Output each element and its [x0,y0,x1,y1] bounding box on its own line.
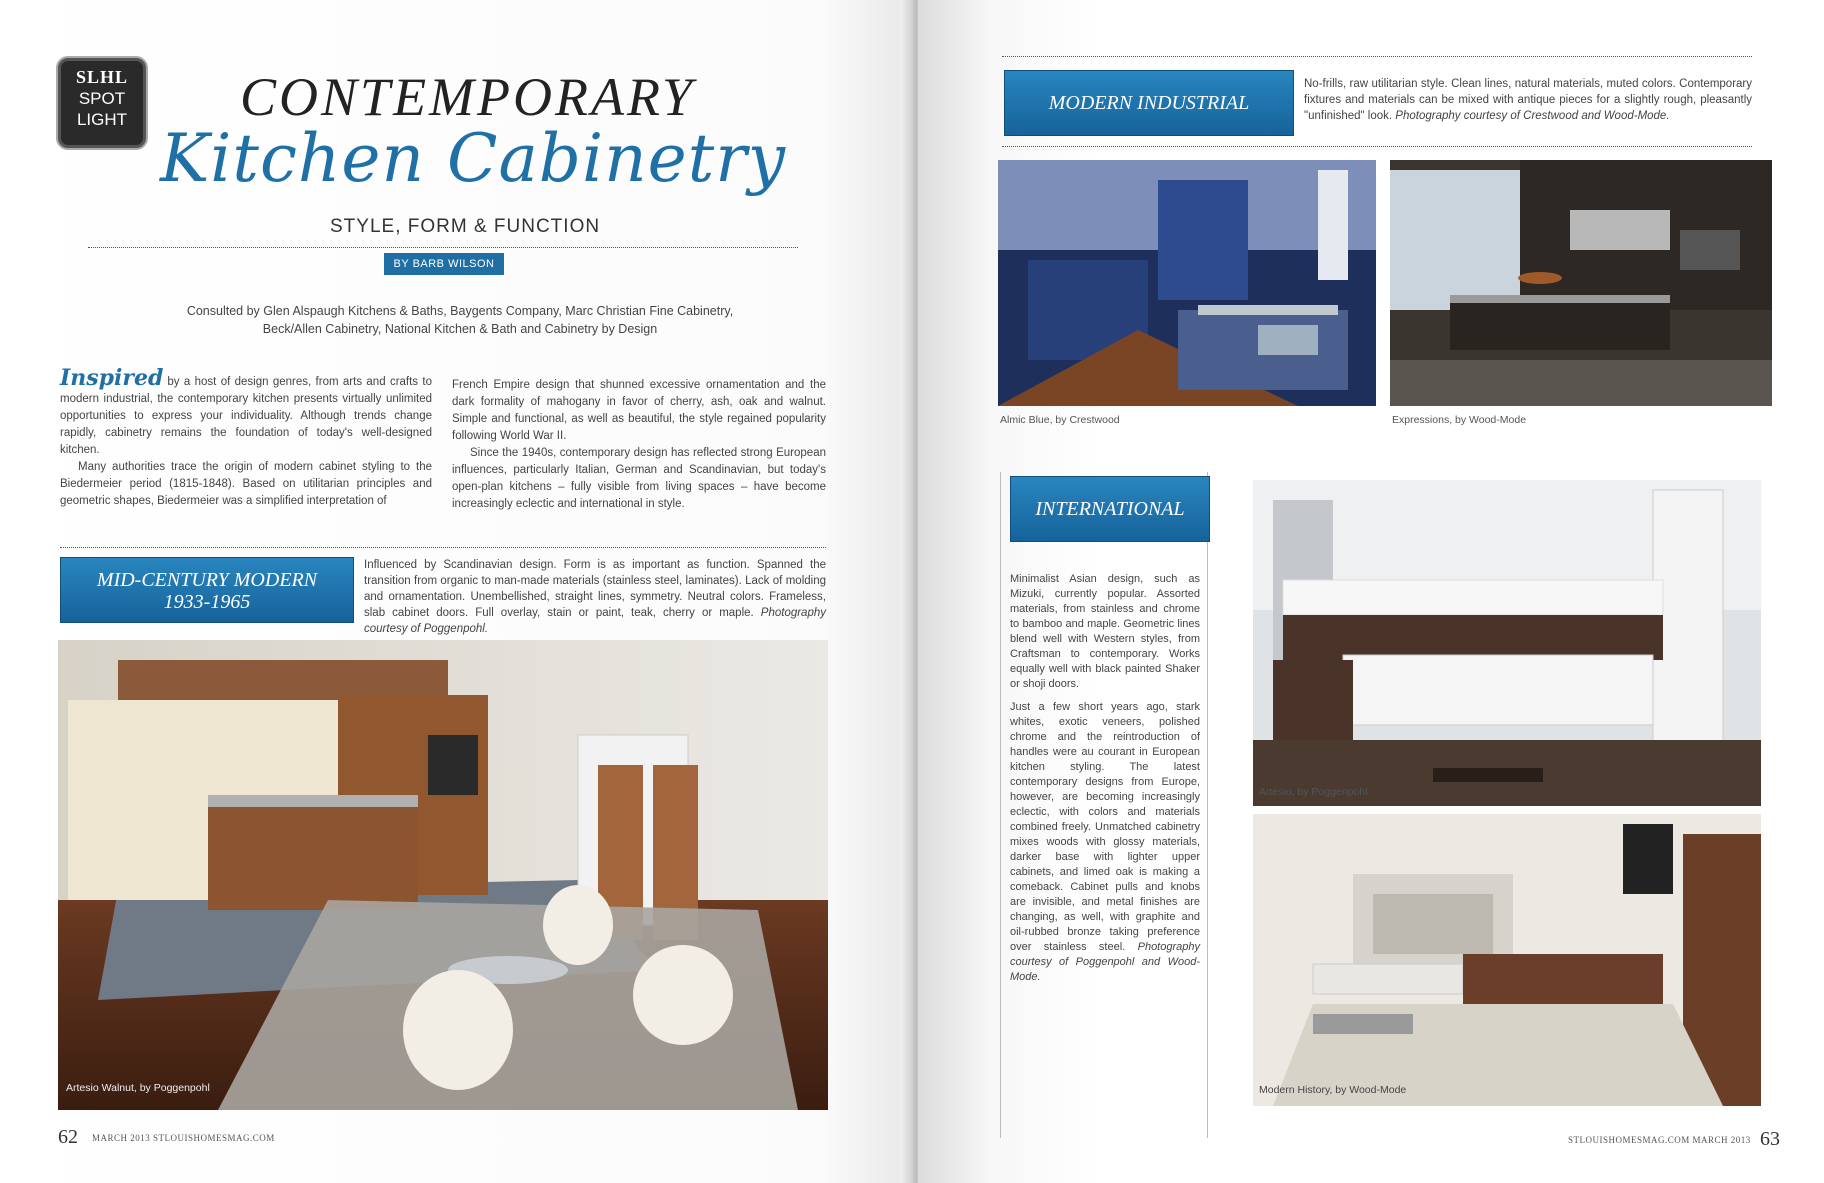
subtitle: STYLE, FORM & FUNCTION [330,216,601,237]
photo-artesio [1253,480,1761,806]
badge-line1: SLHL [75,67,129,87]
consulted-line2: Beck/Allen Cabinetry, National Kitchen & Bath and Cabinetry by Design [262,322,658,336]
photo-expressions [1390,160,1772,406]
consulted-line1: Consulted by Glen Alspaugh Kitchens & Baths, Baygents Company, Marc Christian Fine Cabinetry, [186,304,734,318]
industrial-heading: MODERN INDUSTRIAL [1004,70,1294,136]
modern-history-illustration [1253,814,1761,1106]
title-divider [88,247,798,248]
mid-century-text [364,557,826,637]
caption-almic-blue: Almic Blue, by Crestwood [1000,414,1120,426]
drop-word: Inspired [60,365,164,391]
col1-p2: Many authorities trace the origin of modern cabinet styling to the Biedermeier period (1815-1848). Based on utilitarian principles and geometric shapes, Biedermeier was a simplified interpretation of [60,461,432,507]
international-text [1010,572,1200,985]
industrial-bottom-rule [1002,146,1752,147]
photo-artesio-walnut [58,640,828,1110]
col1-p1: by a host of design genres, from arts and crafts to modern industrial, the contemporary kitchen presents virtually unlimited opportunities to express your individuality. Although trends change rapidly, cabinetry remains the foundation of today's well-designed kitchen. [60,376,432,456]
almic-blue-illustration [998,160,1376,406]
byline: BY BARB WILSON [384,253,504,275]
caption-artesio: Artesio, by Poggenpohl [1259,786,1368,798]
page-number-left: 62 [58,1126,78,1148]
caption-artesio-walnut: Artesio Walnut, by Poggenpohl [66,1082,210,1094]
footer-right: STLOUISHOMESMAG.COM MARCH 2013 [1568,1135,1751,1145]
kitchen-illustration [58,640,828,1110]
industrial-top-rule [1002,56,1752,57]
right-page [918,0,1824,1183]
left-page [0,0,910,1183]
body-column-2 [452,377,826,513]
col2-p1: French Empire design that shunned excessive ornamentation and the dark formality of mahogany in favor of cherry, ash, oak and walnut. Simple and functional, as well as beautiful, the style regained popularity following World War II. [452,379,826,442]
caption-expressions: Expressions, by Wood-Mode [1392,414,1527,426]
mid-century-credit: Photography courtesy of Poggenpohl. [364,607,826,635]
badge-line3: LIGHT [76,110,128,129]
mid-century-heading-line2: 1933-1965 [163,591,251,613]
page-number-right: 63 [1760,1128,1780,1150]
photo-modern-history [1253,814,1761,1106]
mid-century-heading-line1: MID-CENTURY MODERN [96,569,318,591]
body-column-1 [60,365,432,510]
industrial-text [1304,76,1752,124]
artesio-illustration [1253,480,1761,806]
footer-left: MARCH 2013 STLOUISHOMESMAG.COM [92,1133,275,1143]
industrial-credit: Photography courtesy of Crestwood and Wood-Mode. [1395,110,1670,122]
title-line1: CONTEMPORARY [240,67,696,127]
badge-line2: SPOT [78,89,126,108]
photo-almic-blue [998,160,1376,406]
international-heading: INTERNATIONAL [1010,476,1210,542]
spotlight-badge [58,58,146,148]
expressions-illustration [1390,160,1772,406]
international-p2: Just a few short years ago, stark whites, exotic veneers, polished chrome and the reintroduction of handles were au courant in European kitchen styling. The latest contemporary designs from Europe, however, are becoming increasingly eclectic, with colors and materials combined freely. Unmatched cabinetry mixes woods with glossy materials, darker base with lighter upper cabinets, and limed oak is making a comeback. Cabinet pulls and knobs are invisible, and metal finishes are changing, as well, with graphite and oil-rubbed bronze taking preference over stainless steel. [1010,701,1200,953]
col2-p2: Since the 1940s, contemporary design has reflected strong European influences, particularly Italian, German and Scandinavian, but today's open-plan kitchens – fully visible from living spaces – have become increasingly eclectic and international in style. [452,447,826,510]
section-divider [60,547,826,548]
mid-century-heading [60,557,354,623]
title-line2: Kitchen Cabinetry [160,120,787,197]
international-p1: Minimalist Asian design, such as Mizuki, currently popular. Assorted materials, from stainless and chrome to bamboo and maple. Geometric lines blend well with Western styles, from Craftsman to contemporary. Works equally well with black painted Shaker or shoji doors. [1010,573,1200,690]
consulted-by [150,302,770,338]
mid-century-description: Influenced by Scandinavian design. Form is as important as function. Spanned the transition from organic to man-made materials (stainless steel, laminates). Lack of molding and ornamentation. Unembellished, straight lines, symmetry. Neutral colors. Frameless, slab cabinet doors. Full overlay, stain or paint, teak, cherry or maple. [364,559,826,619]
international-credit: Photography courtesy of Poggenpohl and Wood-Mode. [1010,941,1200,983]
caption-modern-history: Modern History, by Wood-Mode [1259,1084,1407,1096]
industrial-description: No-frills, raw utilitarian style. Clean lines, natural materials, muted colors. Contemporary fixtures and materials can be mixed with antique pieces for a slightly rough, pleasantly "unfinished" look. [1304,78,1752,122]
